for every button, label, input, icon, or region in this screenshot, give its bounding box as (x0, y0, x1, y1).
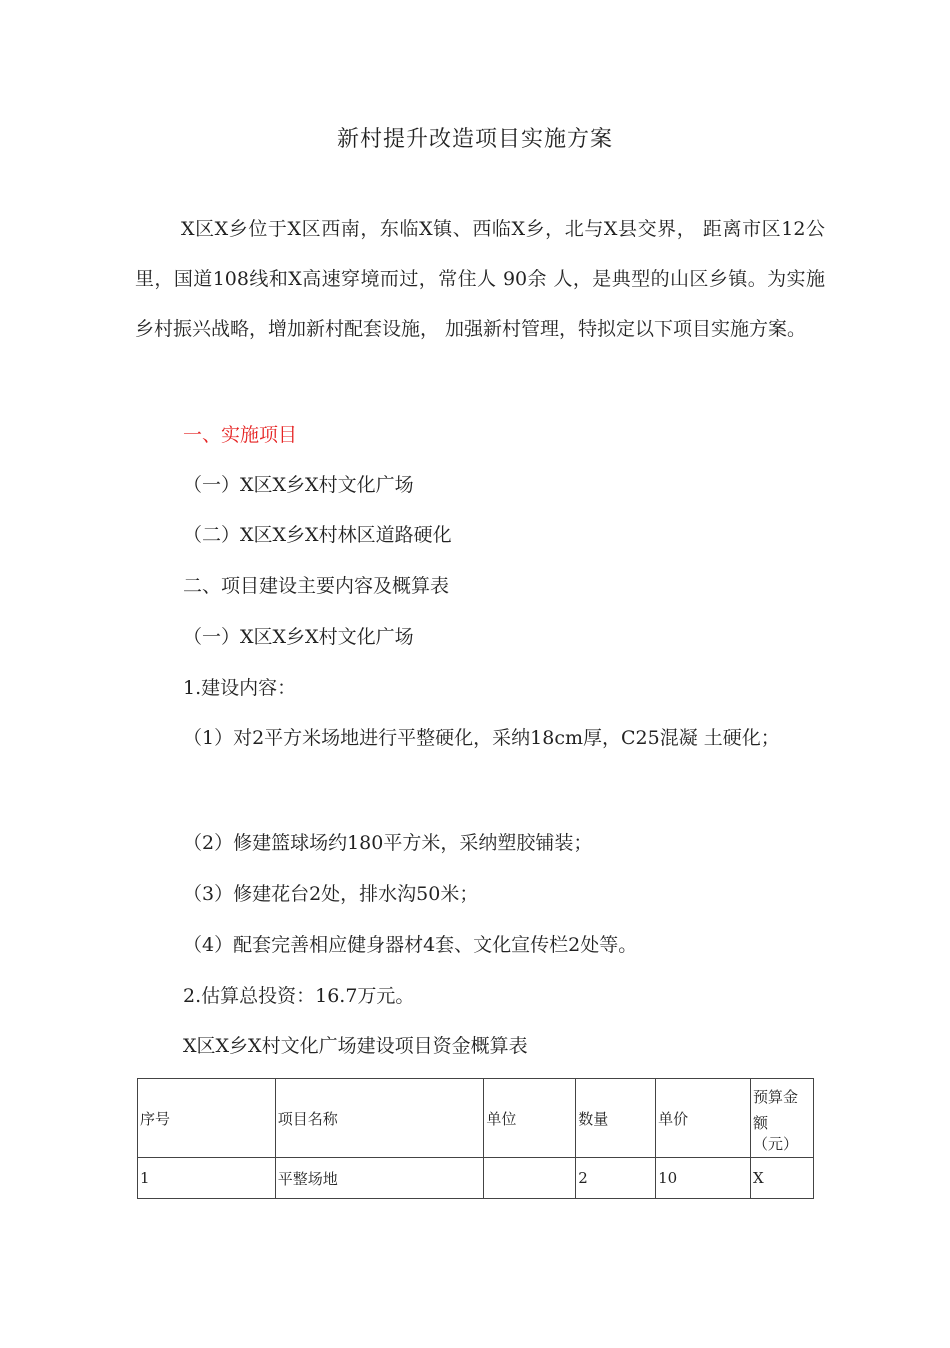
budget-header-line: 预算金 (752, 1088, 798, 1106)
section1-heading: 一、实施项目 (183, 424, 298, 446)
section2-heading: 二、项目建设主要内容及概算表 (183, 575, 450, 597)
table-cell: X (750, 1158, 813, 1199)
intro-paragraph: X区X乡位于X区西南，东临X镇、西临X乡，北与X县交界， 距离市区12公里，国道108线和X高速穿境而过，常住人 90余 人，是典型的山区乡镇。为实施乡村振兴战略，增加新村配套设施， 加强新村管理，特拟定以下项目实施方案。 (135, 218, 825, 340)
page-title: 新村提升改造项目实施方案 (336, 127, 613, 152)
header-cell: 项目名称 (275, 1079, 484, 1158)
table-title: X区X乡X村文化广场建设项目资金概算表 (183, 1035, 528, 1057)
header-cell-budget (750, 1079, 813, 1158)
table-header-row (138, 1079, 814, 1158)
section2-sub: （一）X区X乡X村文化广场 (183, 626, 414, 648)
table-cell: 10 (656, 1158, 751, 1199)
header-cell: 序号 (138, 1079, 276, 1158)
table-cell (484, 1158, 576, 1199)
budget-table (137, 1078, 814, 1199)
budget-header-line: （元） (752, 1135, 798, 1153)
content-item: （1）对2平方米场地进行平整硬化，采纳18cm厚，C25混凝 土硬化； (183, 727, 780, 749)
table-cell: 1 (138, 1158, 276, 1199)
content-item: （2）修建篮球场约180平方米，采纳塑胶铺装； (183, 832, 593, 854)
table-row (138, 1158, 814, 1199)
table-cell: 平整场地 (275, 1158, 484, 1199)
investment-line: 2.估算总投资：16.7万元。 (183, 985, 415, 1007)
content-item: （4）配套完善相应健身器材4套、文化宣传栏2处等。 (183, 934, 638, 956)
content-label: 1.建设内容： (183, 677, 297, 699)
header-cell: 单位 (484, 1079, 576, 1158)
content-item: （3）修建花台2处，排水沟50米； (183, 883, 479, 905)
budget-table-container (137, 1078, 814, 1348)
section1-item: （二）X区X乡X村林区道路硬化 (183, 524, 452, 546)
table-cell: 2 (576, 1158, 656, 1199)
section1-item: （一）X区X乡X村文化广场 (183, 474, 414, 496)
budget-header-line: 额 (752, 1114, 768, 1132)
header-cell: 单价 (656, 1079, 751, 1158)
header-cell: 数量 (576, 1079, 656, 1158)
